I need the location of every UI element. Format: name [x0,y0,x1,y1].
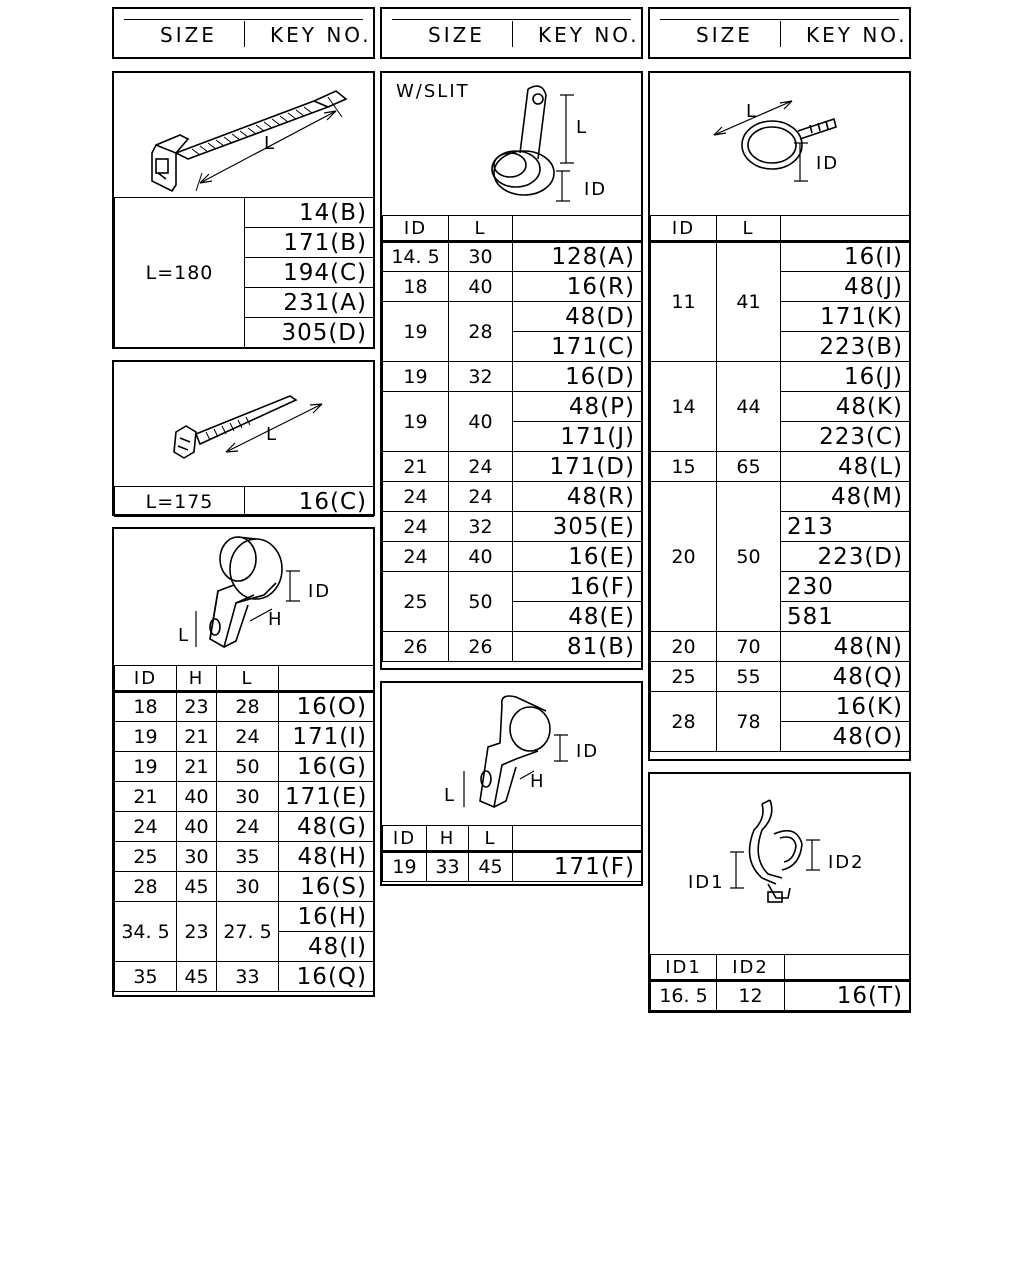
key-cell: 48(P) [513,392,642,422]
table-header-row [651,955,910,981]
double-clamp-panel [648,772,911,1013]
table-row [115,752,374,782]
header-separator [780,21,781,47]
cable-tie-175-drawing [114,362,373,486]
table-header-row [651,216,910,242]
id-cell: 35 [115,962,177,992]
column-header-id: ID [383,826,427,852]
key-cell: 581 [781,602,910,632]
key-cell: 213 [781,512,910,542]
table-row [651,452,910,482]
h-cell: 45 [177,872,217,902]
column-header-h: H [177,666,217,692]
table-row [115,812,374,842]
key-no-header: KEY NO. [806,23,908,47]
l-cell: 44 [717,362,781,452]
l-cell: 33 [217,962,279,992]
table-row [115,487,374,517]
id-cell: 25 [115,842,177,872]
dimension-l-label: L [576,117,589,138]
id-cell: 20 [651,632,717,662]
key-cell: 171(K) [781,302,910,332]
key-cell: 223(B) [781,332,910,362]
l-cell: 26 [449,632,513,662]
ring-clamp-panel [648,71,911,761]
key-cell: 16(K) [781,692,910,722]
table-row [383,452,642,482]
table-row [115,782,374,812]
key-cell: 223(C) [781,422,910,452]
l-cell: 40 [449,272,513,302]
header-rule [660,19,899,20]
key-cell: 231(A) [245,288,374,318]
key-cell: 48(L) [781,452,910,482]
l-cell: 70 [717,632,781,662]
l-cell: 50 [217,752,279,782]
key-cell: 171(D) [513,452,642,482]
l-cell: 32 [449,512,513,542]
column-header-l: L [469,826,513,852]
table-row [115,872,374,902]
column-header-key [279,666,374,692]
slit-clamp-drawing [382,73,641,215]
id-cell: 34. 5 [115,902,177,962]
key-cell: 48(G) [279,812,374,842]
key-cell: 16(F) [513,572,642,602]
cable-tie-180-table [114,197,374,348]
ring-clamp-rows [651,242,910,752]
key-cell: 48(O) [781,722,910,752]
table-row [383,392,642,422]
key-cell: 230 [781,572,910,602]
key-cell: 128(A) [513,242,642,272]
dimension-l-label: L [444,785,457,806]
size-header: SIZE [696,23,753,47]
table-header-row [115,666,374,692]
key-no-header: KEY NO. [270,23,372,47]
id-cell: 25 [651,662,717,692]
key-cell: 171(C) [513,332,642,362]
id-cell: 21 [383,452,449,482]
table-row [115,902,374,932]
l-cell: 50 [717,482,781,632]
p-clamp-panel [112,527,375,997]
ring-clamp-drawing [650,73,909,215]
id-cell: 14 [651,362,717,452]
key-cell: 16(O) [279,692,374,722]
table-row [383,632,642,662]
column-header-l: L [449,216,513,242]
table-row [383,572,642,602]
column-header-key [513,826,642,852]
l-cell: 30 [449,242,513,272]
key-no-header: KEY NO. [538,23,640,47]
table-row [651,482,910,512]
p-clamp-small-drawing [382,683,641,825]
table-row [115,722,374,752]
dimension-id-label: ID [816,153,840,174]
p-clamp-table [114,665,374,992]
table-row [383,542,642,572]
key-cell: 48(I) [279,932,374,962]
column-header-id: ID [383,216,449,242]
h-cell: 30 [177,842,217,872]
id-cell: 24 [115,812,177,842]
dimension-id2-label: ID2 [828,852,865,873]
h-cell: 45 [177,962,217,992]
id-cell: 24 [383,482,449,512]
column-header-key [781,216,910,242]
column-header-key [513,216,642,242]
p-clamp-small-panel [380,681,643,886]
h-cell: 23 [177,692,217,722]
key-cell: 16(H) [279,902,374,932]
dimension-id1-label: ID1 [688,872,725,893]
key-cell: 171(I) [279,722,374,752]
dimension-id-label: ID [308,581,332,602]
dimension-l-label: L [746,101,759,122]
table-row [115,962,374,992]
id-cell: 14. 5 [383,242,449,272]
double-clamp-drawing [650,774,909,952]
key-cell: 48(K) [781,392,910,422]
id1-cell: 16. 5 [651,981,717,1011]
table-header-row [383,826,642,852]
id-cell: 19 [383,392,449,452]
l-cell: 24 [449,452,513,482]
cable-tie-180-panel [112,71,375,349]
dimension-id-label: ID [576,741,600,762]
table-row [651,242,910,272]
l-cell: 24 [217,812,279,842]
id-cell: 18 [383,272,449,302]
l-cell: 27. 5 [217,902,279,962]
l-cell: 32 [449,362,513,392]
id-cell: 20 [651,482,717,632]
ring-clamp-table [650,215,910,752]
key-cell: 171(B) [245,228,374,258]
key-cell: 48(N) [781,632,910,662]
key-cell: 16(S) [279,872,374,902]
column-header-key [785,955,910,981]
key-cell: 16(T) [785,981,910,1011]
l-cell: 28 [217,692,279,722]
key-cell: 16(E) [513,542,642,572]
id-cell: 19 [383,852,427,882]
id-cell: 26 [383,632,449,662]
key-cell: 48(M) [781,482,910,512]
column-header-id: ID [651,216,717,242]
key-cell: 305(D) [245,318,374,348]
column-header-h: H [427,826,469,852]
id-cell: 15 [651,452,717,482]
column-header-id2: ID2 [717,955,785,981]
key-cell: 16(R) [513,272,642,302]
with-slit-label: W/SLIT [396,81,470,102]
header-separator [244,21,245,47]
key-cell: 48(D) [513,302,642,332]
id2-cell: 12 [717,981,785,1011]
id-cell: 19 [115,722,177,752]
table-row [651,362,910,392]
dimension-h-label: H [530,771,546,792]
id-cell: 21 [115,782,177,812]
slit-clamp-panel [380,71,643,670]
table-row [383,302,642,332]
h-cell: 23 [177,902,217,962]
h-cell: 40 [177,812,217,842]
table-row [651,692,910,722]
table-row [383,272,642,302]
dimension-l-label: L [266,424,279,445]
header-rule [124,19,363,20]
key-cell: 48(R) [513,482,642,512]
key-cell: 48(Q) [781,662,910,692]
h-cell: 40 [177,782,217,812]
column-1-header [112,7,375,59]
l-cell: 24 [449,482,513,512]
l-cell: 65 [717,452,781,482]
l-cell: 55 [717,662,781,692]
column-2-header [380,7,643,59]
id-cell: 19 [383,362,449,392]
h-cell: 21 [177,752,217,782]
table-row [383,362,642,392]
key-cell: 171(J) [513,422,642,452]
dimension-h-label: H [268,609,284,630]
id-cell: 24 [383,512,449,542]
l-cell: 45 [469,852,513,882]
key-cell: 16(G) [279,752,374,782]
p-clamp-drawing [114,529,373,665]
l-cell: 50 [449,572,513,632]
table-row [651,981,910,1011]
cable-tie-175-table [114,486,374,517]
key-cell: 48(E) [513,602,642,632]
dimension-id-label: ID [584,179,608,200]
l-cell: 40 [449,392,513,452]
table-row [383,482,642,512]
header-separator [512,21,513,47]
key-cell: 16(D) [513,362,642,392]
key-cell: 16(C) [245,487,374,517]
l-cell: 78 [717,692,781,752]
key-cell: 194(C) [245,258,374,288]
l-cell: 28 [449,302,513,362]
l-cell: 40 [449,542,513,572]
column-3-header [648,7,911,59]
size-header: SIZE [160,23,217,47]
id-cell: 18 [115,692,177,722]
key-cell: 16(J) [781,362,910,392]
l-cell: 30 [217,872,279,902]
key-cell: 81(B) [513,632,642,662]
key-cell: 16(Q) [279,962,374,992]
key-cell: 48(J) [781,272,910,302]
l-cell: 41 [717,242,781,362]
dimension-l-label: L [178,625,191,646]
id-cell: 28 [115,872,177,902]
id-cell: 19 [115,752,177,782]
table-header-row [383,216,642,242]
h-cell: 21 [177,722,217,752]
table-row [651,662,910,692]
key-cell: 305(E) [513,512,642,542]
key-cell: 14(B) [245,198,374,228]
cable-tie-180-drawing [114,73,373,197]
slit-clamp-table [382,215,642,662]
h-cell: 33 [427,852,469,882]
size-header: SIZE [428,23,485,47]
double-clamp-table [650,954,910,1011]
slit-clamp-rows [383,242,642,662]
id-cell: 24 [383,542,449,572]
table-row [115,842,374,872]
id-cell: 11 [651,242,717,362]
key-cell: 48(H) [279,842,374,872]
table-row [383,512,642,542]
column-header-l: L [717,216,781,242]
cable-tie-175-panel [112,360,375,516]
table-row [651,632,910,662]
size-cell: L=180 [115,198,245,348]
key-cell: 171(E) [279,782,374,812]
id-cell: 19 [383,302,449,362]
key-cell: 223(D) [781,542,910,572]
size-cell: L=175 [115,487,245,517]
table-row [383,852,642,882]
table-row [383,242,642,272]
column-header-l: L [217,666,279,692]
p-clamp-small-table [382,825,642,882]
l-cell: 30 [217,782,279,812]
key-cell: 16(I) [781,242,910,272]
key-cell: 171(F) [513,852,642,882]
l-cell: 35 [217,842,279,872]
column-header-id: ID [115,666,177,692]
dimension-l-label: L [264,133,277,154]
column-header-id1: ID1 [651,955,717,981]
header-rule [392,19,631,20]
table-row [115,198,374,228]
table-row [115,692,374,722]
id-cell: 28 [651,692,717,752]
l-cell: 24 [217,722,279,752]
id-cell: 25 [383,572,449,632]
